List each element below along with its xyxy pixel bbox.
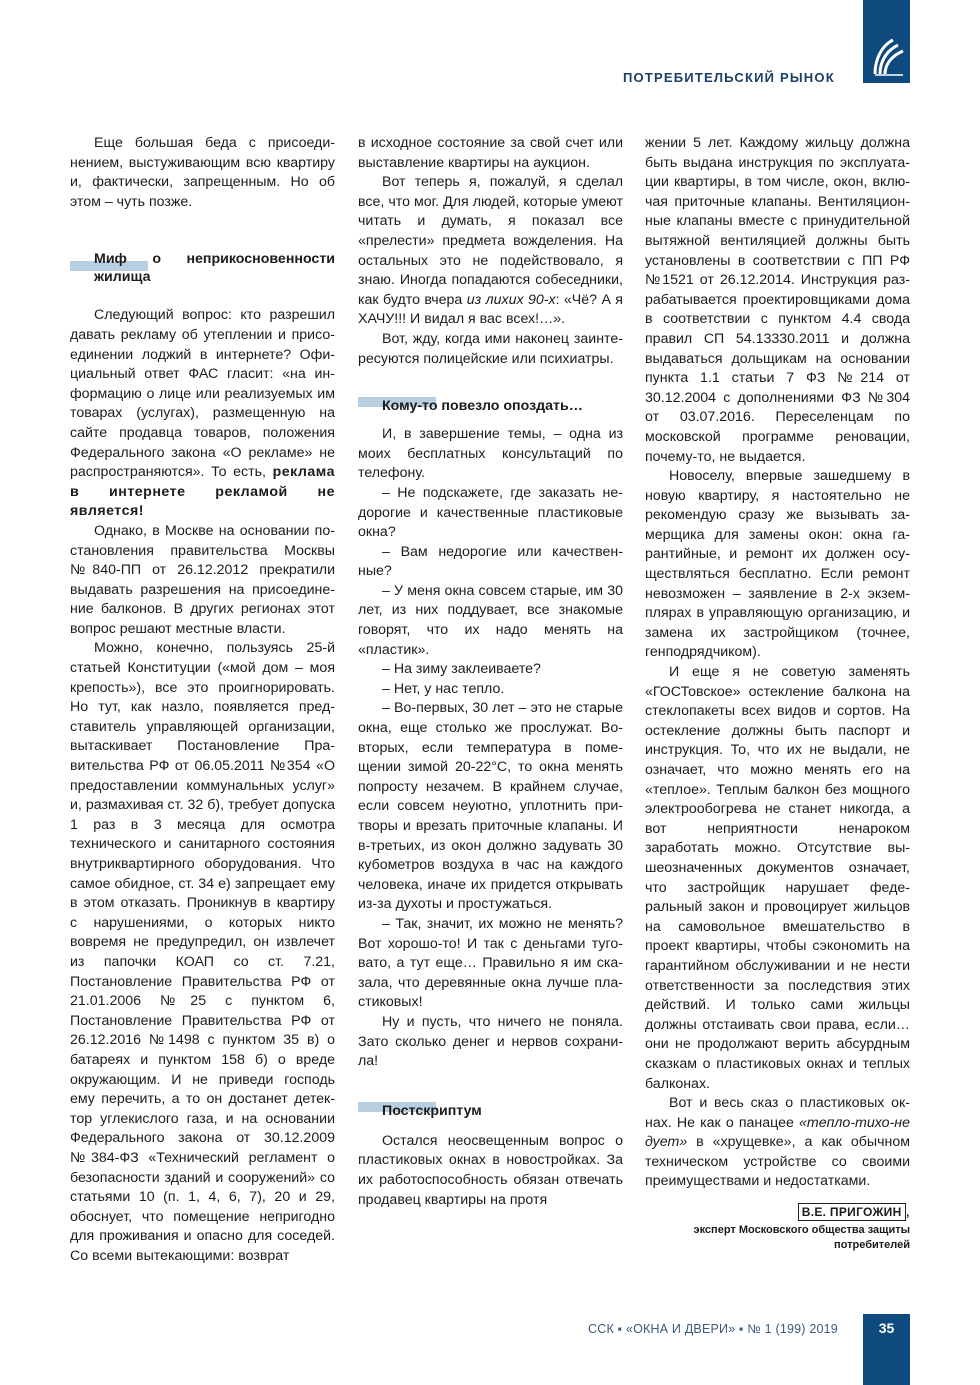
paragraph: Вот, жду, когда ими наконец заинтересуются полицейские или психиатры. [358,330,623,367]
paragraph: Можно, конечно, пользуясь 25-й статьей Конституции («мой дом – моя крепость»), все это проигнорировать. Но тут, как назло, появляется представитель управляющей организации, вытаскивает Постановление Правительства РФ от 06.05.2011 №354 «О предоставлении коммунальных услуг» и, размахивая ст. 32 б), требует допуска 1 раз в 3 месяца для осмотра технического и санитарного состояния внутриквартирного оборудования. Что самое обидное, ст. 34 е) запрещает ему в этом отказать. Проникнув в квартиру с нарушениями, о которых никто вовремя не предупредил, он извлечет из папочки КОАП со ст. 7.21, Постановление Правительства РФ от 21.01.2006 №25 с пунктом 6, Постановление Правительства РФ от 26.12.2016 №1498 с пунктом 35 в) о батареях и пунктом 158 б) о вреде окружающим. И не приведи господь ему перечить, а то он достанет детектор углекислого газа, и на основании Федерального закона от 30.12.2009 №384-ФЗ «Технический регламент о безопасности зданий и сооружений» со статьями 10 (п. 1, 4, 6, 7), 20 и 29, обоснует, что помещение непригодно для проживания и опасно для соседей. Со всеми вытекающими: возврат [70,640,335,1264]
author-role: эксперт Московского общества защиты потребителей [693,1224,910,1251]
paragraph: И еще я не советую заменять «ГОСТовское» остекление балкона на стеклопакеты всех видов и сортов. На остекление должны быть паспорт и инструкция. То, что их не выдали, не означает, что можно менять его на «теплое». Теплым балкон без мощного электрообогрева не станет никогда, а вот неприятности ненароком заработать можно. Отсутствие вышеозначенных документов означает, что застройщик нарушает федеральный закон и провоцирует жильцов на самовольное вмешательство в проект квартиры, чтобы сэкономить на гарантийном обслуживании и не нести ответственности за последствия этих действий. И только сами жильцы должны отстаивать свои права, если… они не продолжают верить абсурдным сказкам о пластиковых окнах и теплых балконах. [645,664,910,1092]
dialog-line: – Нет, у нас тепло. [382,680,505,697]
page-number: 35 [878,1320,895,1336]
paragraph: Остался неосвещенным вопрос о пластиковых окнах в новостройках. За их работоспособность обязан отвечать продавец квартиры на протя [358,1132,623,1208]
paragraph: Вот и весь сказ о пластиковых окнах. Не как о панацее «тепло-тихо-не дует» в «хрущевке», а как обычном техническом устройстве со своими преимуществами и недостатками. [645,1095,910,1190]
paragraph: Следующий вопрос: кто разрешил давать рекламу об утеплении и присоединении лоджий в интернете? Официальный ответ ФАС гласит: «на информацию о лице или реализуемых им товарах (услугах), размещенную на сайте продавца товаров, положения Федерального закона «О рекламе» не распространяются». То есть, реклама в интернете рекламой не является! [70,307,335,520]
paragraph: Однако, в Москве на основании постановления правительства Москвы №840-ПП от 26.12.2012 прекратили выдавать разрешения на присоединение балконов. В других регионах этот вопрос решают местные власти. [70,522,335,637]
dialog-line: – Вам недорогие или качественные? [358,543,623,580]
column-1 [70,134,335,1266]
footer-page-tab [863,1314,910,1385]
dialog-line: – Во-первых, 30 лет – это не старые окна, еще столько же прослужат. Во-вторых, если температура в помещении зимой 20-22°C, то окна менять попросту незачем. В крайнем случае, если совсем неуютно, уплотнить притворы и врезать приточные клапаны. И в-третьих, из окон должно задувать 30 кубометров воздуха в час на каждого человека, иначе их придется открывать из-за духоты и простужаться. [358,700,623,913]
subheading-myth: Миф о неприкосновенности жилища [70,250,335,286]
author-signature: В.Е. ПРИГОЖИН , эксперт Московского общества защиты потребителей [645,1203,910,1253]
subheading-postscript: Постскриптум [358,1102,623,1120]
column-3 [645,134,910,1192]
dialog-line: – Так, значит, их можно не менять? Вот хорошо-то! И так с деньгами туговато, а тут еще… Правильно я им сказала, что деревянные окна лучше пластиковых! [358,915,623,1011]
dialog-line: – Не подскажете, где заказать недорогие и качественные пластиковые окна? [358,484,623,541]
subheading-late: Кому-то повезло опоздать… [358,397,623,415]
paragraph: Новоселу, впервые зашедшему в новую квартиру, я настоятельно не рекомендую сразу же вызывать замерщика для замены окон: окна гарантийные, и ремонт их должен осуществляться бесплатно. Если ремонт невозможен – заявление в 2-х экземплярах в управляющую организацию, и замена их застройщиком (точнее, генподрядчиком). [645,468,910,661]
emphasis-text: реклама в интернете рекламой не является! [70,464,335,520]
dialog-line: – На зиму заклеиваете? [382,661,541,678]
section-title: ПОТРЕБИТЕЛЬСКИЙ РЫНОК [623,70,835,85]
paragraph: И, в завершение темы, – одна из моих бесплатных консультаций по телефону. [358,426,623,482]
dialog-line: – У меня окна совсем старые, им 30 лет, из них поддувает, все знакомые говорят, что их надо менять на «пластик». [358,582,623,658]
paragraph: в исходное состояние за свой счет или выставление квартиры на аукцион. [358,135,623,171]
author-name: В.Е. ПРИГОЖИН [798,1203,906,1221]
paragraph: жении 5 лет. Каждому жильцу должна быть выдана инструкция по эксплуатации квартиры, в том числе, окон, включая приточные клапаны. Вентиляционные клапаны вместе с принудительной вытяжной вентиляцией должны быть установлены в соответствии с ПП РФ №1521 от 26.12.2014. Инструкция разрабатывается проектировщиками дома в соответствии с пунктом 4.4 свода правил СП 54.13330.2011 и должна выдаваться дольщикам на основании пункта 1.1 статьи 7 ФЗ №214 от 30.12.2004 с дополнениями ФЗ №304 от 03.07.2016. Переселенцам по московской программе реновации, почему-то, не выдается. [645,135,910,465]
column-2 [358,134,623,1210]
paragraph: Еще большая беда с присоединением, выстуживающим всю квартиру и, фактически, запрещенным. Но об этом – чуть позже. [70,135,335,210]
paragraph: Вот теперь я, пожалуй, я сделал все, что мог. Для людей, которые умеют читать и думать, я показал все «прелести» предмета вожделения. На остальных это не подействовало, я знаю. Иногда попадаются собеседники, как будто вчера из лихих 90-х: «Чё? А я ХАЧУ!!! И видал я вас всех!…». [358,174,623,328]
header-logo-tab [863,0,910,83]
footer-publication: ССК ▪ «ОКНА И ДВЕРИ» ▪ № 1 (199) 2019 [588,1322,838,1336]
magazine-logo-icon [869,32,905,78]
paragraph: Ну и пусть, что ничего не поняла. Зато сколько денег и нервов сохранила! [358,1013,623,1070]
